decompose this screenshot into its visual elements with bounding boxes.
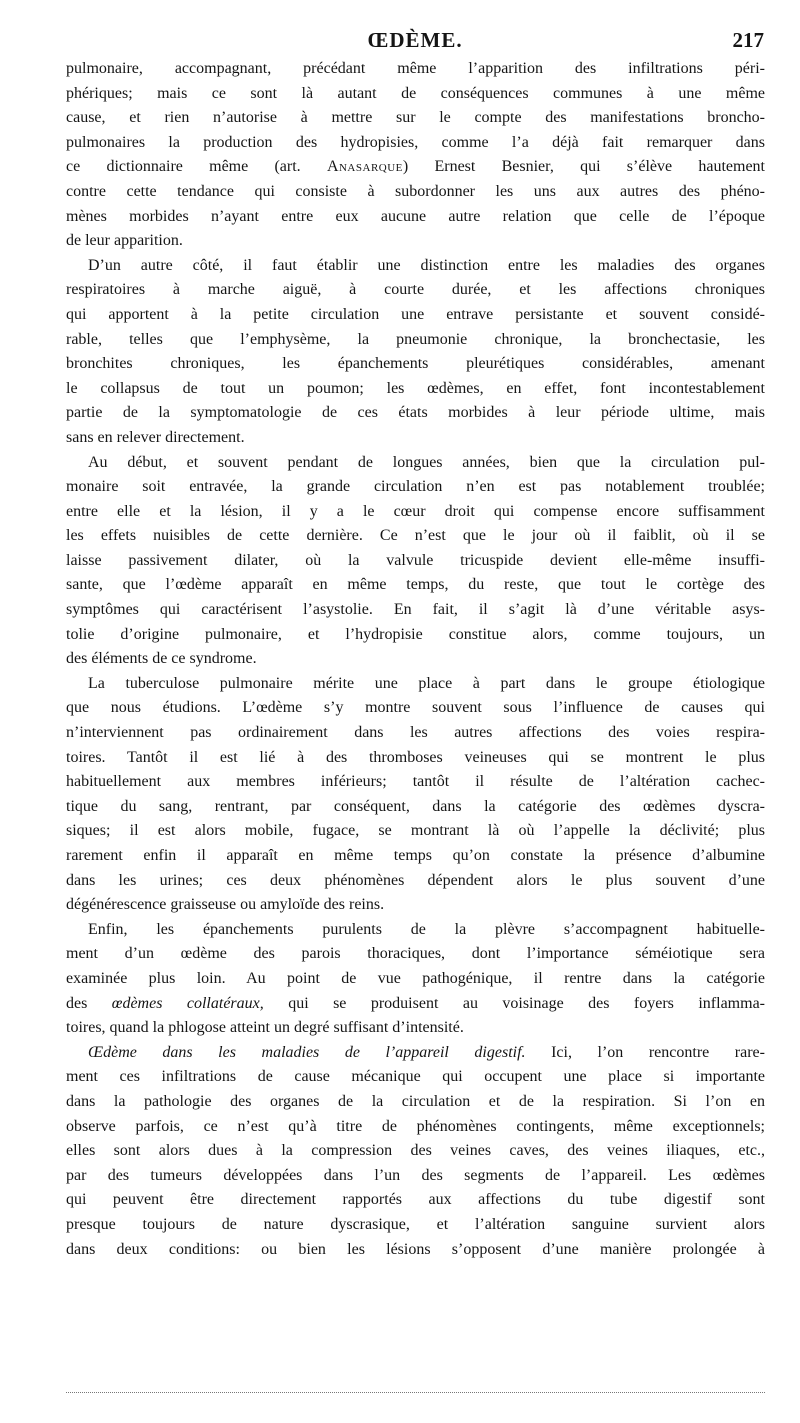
text-run: phériques; mais ce sont là autant de conséquences communes à une même [66,84,765,102]
text-run: que nous étudions. L’œdème s’y montre souvent sous l’influence de causes qui [66,699,765,717]
text-run: qui se produisent au voisinage des foyers inflamma- [263,994,765,1012]
text-line [66,134,765,159]
text-run: n’interviennent pas ordinairement dans les autres affections des voies respira- [66,724,765,742]
text-run: D’un autre côté, il faut établir une distinction entre les maladies des organes [88,256,765,274]
text-line [66,85,765,110]
text-run: rarement enfin il apparaît en même temps qu’on constate la présence d’albumine [66,847,765,864]
text-run: sans en relever directement. [66,428,245,446]
text-line [66,109,765,134]
text-line [66,995,765,1020]
text-run: La tuberculose pulmonaire mérite une place à part dans le groupe étiologique [88,674,765,692]
text-line [66,872,765,897]
text-line [66,183,765,208]
text-line [66,970,765,995]
text-line [66,1167,765,1192]
text-run: dans deux conditions: ou bien les lésions s’opposent d’une manière prolongée à [66,1240,765,1258]
text-line [66,921,765,946]
text-line [66,552,765,577]
text-run: par des tumeurs développées dans l’un des segments de l’appareil. Les œdèmes [66,1166,765,1184]
text-line [66,1241,765,1266]
page-header [66,28,764,56]
paragraph [66,257,765,454]
text-line [66,798,765,823]
text-run: tolie d’origine pulmonaire, et l’hydropisie constitue alors, comme toujours, un [66,625,765,643]
text-run: partie de la symptomatologie de ces états morbides à leur période ultime, mais [66,404,765,422]
text-run: toires, quand la phlogose atteint un degré suffisant d’intensité. [66,1019,464,1037]
paragraph [66,921,765,1044]
text-line [66,380,765,405]
text-run: des [66,994,112,1012]
text-run: rable, telles que l’emphysème, la pneumonie chronique, la bronchectasie, les [66,330,765,348]
running-title: ŒDÈME. [367,28,463,52]
italic-text: Œdème dans les maladies de l’appareil digestif. [88,1043,526,1061]
text-run: laisse passivement dilater, où la valvule tricuspide devient elle-même insuffi- [66,551,765,569]
text-run: dans la pathologie des organes de la circulation et de la respiration. Si l’on en [66,1092,765,1110]
paragraph [66,1044,765,1265]
text-line [66,454,765,479]
text-run: Ici, l’on rencontre rare- [525,1043,765,1061]
text-line [66,626,765,651]
text-run: sante, que l’œdème apparaît en même temps, du reste, que tout le cortège des [66,576,765,594]
text-line [66,281,765,306]
text-line [66,601,765,626]
paragraph [66,454,765,675]
text-line [66,1216,765,1241]
text-run: ment d’un œdème des parois thoraciques, dont l’importance séméiotique sera [66,945,765,963]
text-line [66,527,765,552]
body-text [66,60,765,1265]
text-line [66,158,765,183]
text-line [66,429,765,454]
text-run: observe parfois, ce n’est qu’à titre de phénomènes contingents, même exceptionnels; [66,1117,765,1135]
text-run: ce dictionnaire même (art. [66,158,327,176]
text-line [66,1044,765,1069]
text-run: les effets nuisibles de cette dernière. Ce n’est que le jour où il faiblit, où il se [66,527,765,545]
text-line [66,1118,765,1143]
text-run: contre cette tendance qui consiste à subordonner les uns aux autres des phéno- [66,182,765,200]
text-line [66,650,765,675]
text-line [66,404,765,429]
text-run: tique du sang, rentrant, par conséquent, dans la catégorie des œdèmes dyscra- [66,797,765,815]
text-line [66,822,765,847]
text-line [66,1093,765,1118]
text-run: symptômes qui caractérisent l’asystolie. En fait, il s’agit là d’une véritable asys- [66,601,765,619]
text-line [66,1191,765,1216]
paragraph [66,675,765,921]
text-run: le collapsus de tout un poumon; les œdèmes, en effet, font incontestablement [66,379,765,397]
text-run: qui peuvent être directement rapportés aux affections du tube digestif sont [66,1191,765,1209]
small-caps-reference: Anasarque [326,158,403,176]
text-run: monaire soit entravée, la grande circulation n’en est pas notablement troublée; [66,478,765,496]
text-line [66,478,765,503]
text-run: des éléments de ce syndrome. [66,650,257,668]
text-line [66,257,765,282]
page-number: 217 [732,28,764,52]
text-run: mènes morbides n’ayant entre eux aucune autre relation que celle de l’époque [66,207,765,225]
italic-text: œdèmes collatéraux, [111,994,264,1012]
text-line [66,1019,765,1044]
text-run: ment ces infiltrations de cause mécanique qui occupent une place si importante [66,1068,765,1086]
text-run: entre elle et la lésion, il y a le cœur droit qui compense encore suffisamment [66,502,765,520]
footer-dotted-rule [66,1392,765,1393]
text-run: dégénérescence graisseuse ou amyloïde des reins. [66,896,385,914]
text-line [66,355,765,380]
text-line [66,306,765,331]
text-run: qui apportent à la petite circulation une entrave persistante et souvent considé- [66,305,765,323]
text-line [66,847,765,872]
text-run: de leur apparition. [66,232,183,250]
text-line [66,576,765,601]
text-line [66,60,765,85]
text-run: ) Ernest Besnier, qui s’élève hautement [402,158,765,176]
text-run: pulmonaire, accompagnant, précédant même l’apparition des infiltrations péri- [66,60,765,77]
text-run: cause, et rien n’autorise à mettre sur le compte des manifestations broncho- [66,109,765,127]
text-run: elles sont alors dues à la compression des veines caves, des veines iliaques, etc., [66,1142,765,1160]
text-run: toires. Tantôt il est lié à des thromboses veineuses qui se montrent le plus [66,748,765,766]
paragraph [66,60,765,257]
text-run: pulmonaires la production des hydropisies, comme l’a déjà fait remarquer dans [66,133,765,151]
text-line [66,675,765,700]
text-run: dans les urines; ces deux phénomènes dépendent alors le plus souvent d’une [66,871,765,889]
text-line [66,945,765,970]
text-line [66,232,765,257]
text-line [66,503,765,528]
text-run: habituellement aux membres inférieurs; tantôt il résulte de l’altération cachec- [66,773,765,791]
text-line [66,1142,765,1167]
text-line [66,724,765,749]
text-line [66,749,765,774]
text-line [66,773,765,798]
text-run: Au début, et souvent pendant de longues années, bien que la circulation pul- [88,453,765,471]
text-run: examinée plus loin. Au point de vue pathogénique, il rentre dans la catégorie [66,969,765,987]
text-line [66,331,765,356]
text-line [66,699,765,724]
text-line [66,896,765,921]
text-run: presque toujours de nature dyscrasique, et l’altération sanguine survient alors [66,1215,765,1233]
text-run: respiratoires à marche aiguë, à courte durée, et les affections chroniques [66,281,765,299]
text-line [66,1068,765,1093]
text-run: bronchites chroniques, les épanchements pleurétiques considérables, amenant [66,355,765,373]
text-run: siques; il est alors mobile, fugace, se montrant là où l’appelle la déclivité; plus [66,822,765,840]
text-run: Enfin, les épanchements purulents de la plèvre s’accompagnent habituelle- [88,920,765,938]
text-line [66,208,765,233]
